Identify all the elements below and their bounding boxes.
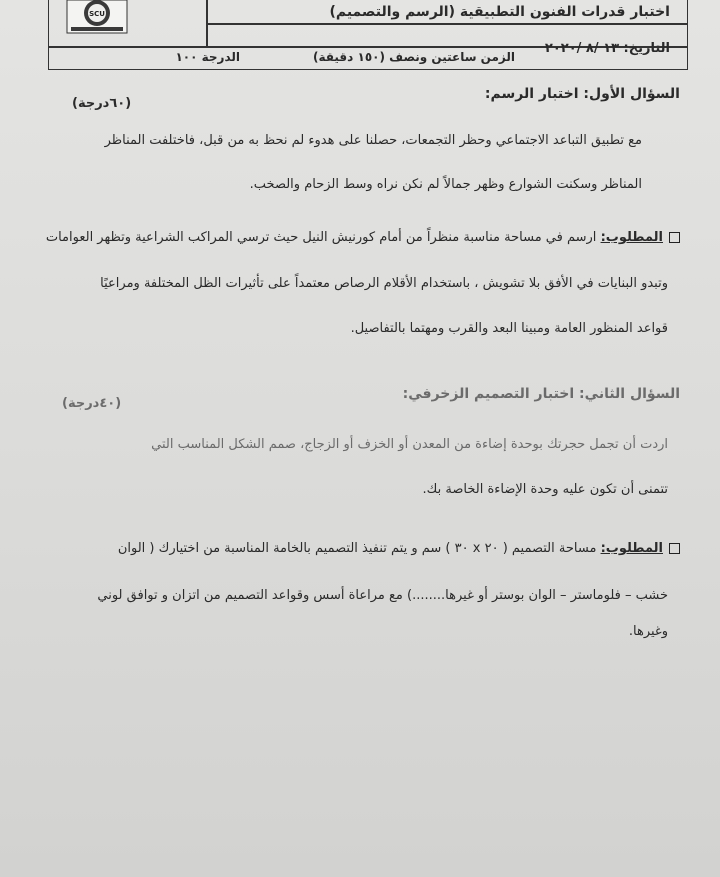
checkbox-icon <box>669 543 680 554</box>
q2-required-line: وغيرها. <box>628 624 668 639</box>
q1-required-text: ارسم في مساحة مناسبة منظراً من أمام كورنيش النيل حيث ترسي المراكب الشراعية وتظهر العوامات <box>45 230 597 245</box>
q1-required-line: قواعد المنظور العامة ومبينا البعد والقرب ومهتما بالتفاصيل. <box>350 321 668 336</box>
header-divider <box>206 23 687 25</box>
university-logo <box>62 0 132 34</box>
svg-text:SCU: SCU <box>89 10 105 18</box>
q2-marks: (٤٠درجة) <box>62 396 122 411</box>
q1-intro-line: مع تطبيق التباعد الاجتماعي وحظر التجمعات، حصلنا على هدوء لم نحظ به من قبل، فاختلفت المناظر <box>104 133 642 148</box>
q2-required-line: خشب – فلوماستر – الوان بوستر أو غيرها........) مع مراعاة أسس وقواعد التصميم من اتزان و توافق لوني <box>97 588 668 603</box>
exam-total-grade: الدرجة ١٠٠ <box>175 50 240 64</box>
q2-required-text: مساحة التصميم ( ٢٠ x ٣٠ ) سم و يتم تنفيذ التصميم بالخامة المناسبة من اختيارك ( الوان <box>117 541 597 556</box>
exam-date: التاريخ: ١٣ /٨ /٢٠٢٠ <box>544 41 670 56</box>
q2-title: السؤال الثاني: اختبار التصميم الزخرفي: <box>402 386 680 402</box>
q2-intro-line: تتمنى أن تكون عليه وحدة الإضاءة الخاصة بك. <box>422 482 668 497</box>
q2-intro-line: اردت أن تجمل حجرتك بوحدة إضاءة من المعدن أو الخزف أو الزجاج، صمم الشكل المناسب التي <box>151 437 668 452</box>
q1-required-label: المطلوب: <box>600 230 663 245</box>
exam-duration: الزمن ساعتين ونصف (١٥٠ دقيقة) <box>313 50 515 64</box>
q2-required-line <box>118 541 680 556</box>
q1-required-line <box>46 230 680 245</box>
q1-intro-line: المناظر وسكنت الشوارع وظهر جمالاً لم نكن نراه وسط الزحام والصخب. <box>249 177 642 192</box>
q1-marks: (٦٠درجة) <box>72 96 132 111</box>
q2-required-label: المطلوب: <box>600 541 663 556</box>
q1-required-line: وتبدو البنايات في الأفق بلا تشويش ، باستخدام الأقلام الرصاص معتمداً على تأثيرات الظل المختلفة ومراعيًا <box>100 276 668 291</box>
exam-title: اختبار قدرات الفنون التطبيقية (الرسم والتصميم) <box>329 4 670 20</box>
checkbox-icon <box>669 232 680 243</box>
q1-title: السؤال الأول: اختبار الرسم: <box>484 86 680 102</box>
